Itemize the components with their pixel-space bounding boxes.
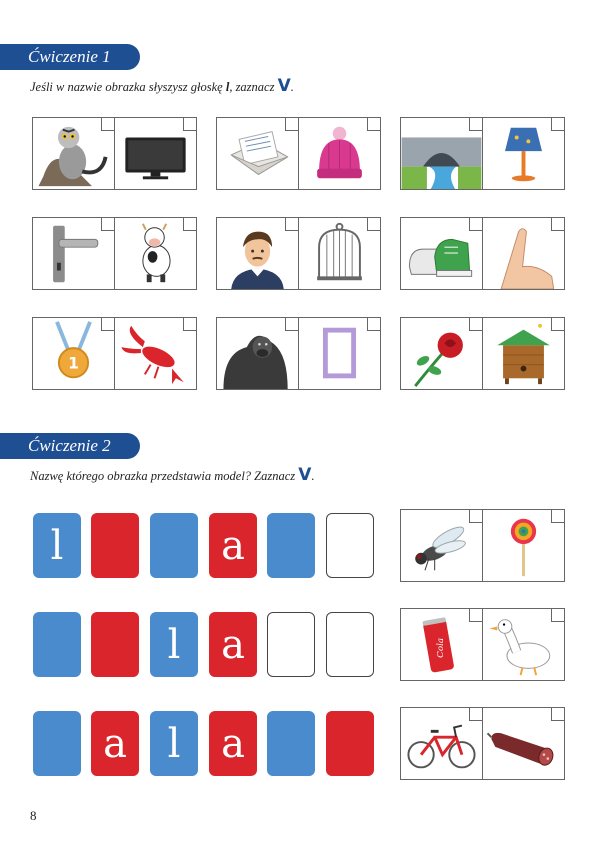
picture-beehive[interactable] [482,318,564,389]
picture-shoes[interactable] [401,218,482,289]
instruction-text: Nazwę którego obrazka przedstawia model? Zaznacz [30,469,296,483]
checkbox[interactable] [551,117,565,131]
exercise-1-instruction [30,76,294,96]
checkbox[interactable] [183,317,197,331]
checkbox[interactable] [469,608,483,622]
picture-pair-1 [32,117,197,190]
medal-number: 1 [68,354,79,373]
answer-pair-1 [400,509,565,582]
sound-tile-blue [150,513,198,578]
sound-tile-blue: l [150,612,198,677]
sound-tile-red: a [209,513,257,578]
picture-lemur[interactable] [33,118,114,189]
checkbox[interactable] [469,117,483,131]
checkbox[interactable] [285,117,299,131]
picture-television[interactable] [114,118,196,189]
exercise-2-title: Ćwiczenie 2 [0,433,140,459]
picture-lobster[interactable] [114,318,196,389]
checkbox[interactable] [469,217,483,231]
exercise-1-title: Ćwiczenie 1 [0,44,140,70]
sound-tile-red [91,612,139,677]
picture-pair-3 [400,117,565,190]
checkbox[interactable] [367,217,381,231]
checkbox[interactable] [551,509,565,523]
exercise-2-instruction [30,465,315,485]
picture-frame[interactable] [298,318,380,389]
picture-lollipop[interactable] [482,510,564,581]
sound-tile-blue: l [33,513,81,578]
sound-tile-blue [267,513,315,578]
target-letter: l [225,80,230,94]
checkbox[interactable] [469,707,483,721]
picture-salami[interactable] [482,708,564,779]
checkbox[interactable] [101,317,115,331]
picture-gorilla[interactable] [217,318,298,389]
checkmark-v-icon: V [277,76,291,96]
checkbox[interactable] [285,217,299,231]
picture-bicycle[interactable] [401,708,482,779]
picture-pair-9 [400,317,565,390]
sound-tile-red [91,513,139,578]
checkbox[interactable] [367,317,381,331]
instruction-end: . [311,469,315,483]
sound-tile-blue [33,612,81,677]
picture-winter-hat[interactable] [298,118,380,189]
answer-pair-3 [400,707,565,780]
picture-pair-8 [216,317,381,390]
instruction-text: Jeśli w nazwie obrazka słyszysz głoskę [30,80,223,94]
picture-lamp[interactable] [482,118,564,189]
picture-envelope[interactable] [217,118,298,189]
checkbox[interactable] [183,217,197,231]
sound-tile-white [326,612,374,677]
sound-tile-blue: l [150,711,198,776]
checkbox[interactable] [551,608,565,622]
checkbox[interactable] [551,217,565,231]
checkbox[interactable] [101,217,115,231]
answer-pair-2 [400,608,565,681]
instruction-text-after: , zaznacz [229,80,275,94]
picture-duck[interactable] [482,609,564,680]
picture-door-handle[interactable] [33,218,114,289]
sound-tile-white [267,612,315,677]
checkbox[interactable] [285,317,299,331]
picture-pair-5 [216,217,381,290]
picture-man[interactable] [217,218,298,289]
picture-fly[interactable] [401,510,482,581]
picture-pair-6 [400,217,565,290]
checkbox[interactable] [469,317,483,331]
picture-medal[interactable] [33,318,114,389]
checkbox[interactable] [367,117,381,131]
picture-rose[interactable] [401,318,482,389]
checkmark-v-icon: V [298,465,312,485]
sound-tile-red [326,711,374,776]
sound-tile-white [326,513,374,578]
sound-tile-red: a [209,612,257,677]
sound-tile-blue [33,711,81,776]
picture-pair-7 [32,317,197,390]
cola-label: Cola [435,637,446,658]
picture-bridge[interactable] [401,118,482,189]
picture-birdcage[interactable] [298,218,380,289]
checkbox[interactable] [101,117,115,131]
sound-tile-blue [267,711,315,776]
picture-pair-4 [32,217,197,290]
checkbox[interactable] [551,317,565,331]
sound-tile-red: a [91,711,139,776]
picture-finger[interactable] [482,218,564,289]
checkbox[interactable] [183,117,197,131]
checkbox[interactable] [551,707,565,721]
picture-cola-can[interactable] [401,609,482,680]
checkbox[interactable] [469,509,483,523]
sound-tile-red: a [209,711,257,776]
picture-cow[interactable] [114,218,196,289]
picture-pair-2 [216,117,381,190]
instruction-end: . [290,80,294,94]
page-number: 8 [30,808,37,823]
